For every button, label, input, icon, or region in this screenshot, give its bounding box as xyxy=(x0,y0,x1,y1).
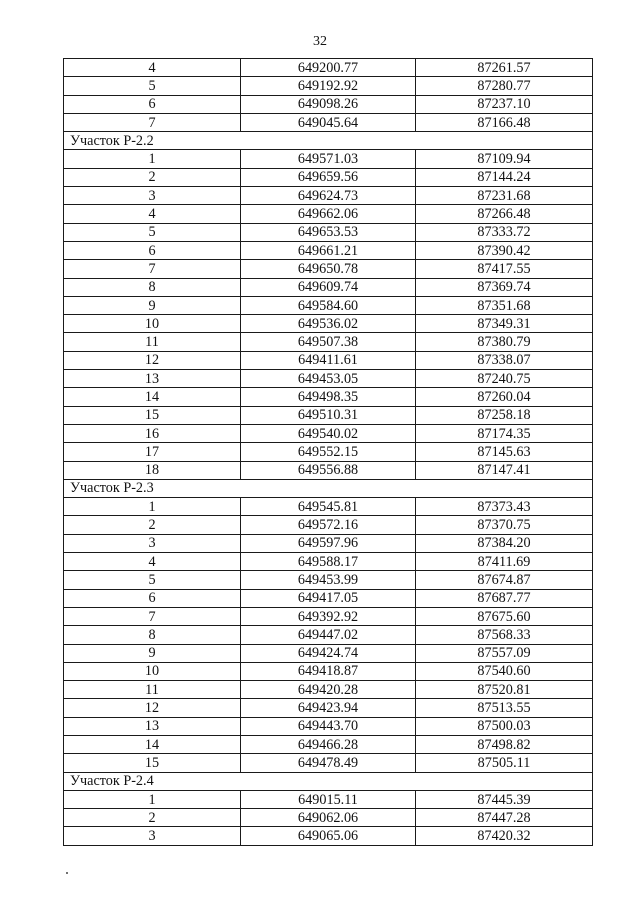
x-coordinate-cell: 649045.64 xyxy=(241,113,416,131)
y-coordinate-cell: 87380.79 xyxy=(416,333,593,351)
table-row xyxy=(64,516,593,534)
y-coordinate-cell: 87411.69 xyxy=(416,553,593,571)
table-row xyxy=(64,315,593,333)
y-coordinate-cell: 87513.55 xyxy=(416,699,593,717)
point-number-cell: 1 xyxy=(64,498,241,516)
coordinates-table-body xyxy=(64,59,593,846)
point-number-cell: 12 xyxy=(64,699,241,717)
point-number-cell: 7 xyxy=(64,113,241,131)
point-number-cell: 7 xyxy=(64,260,241,278)
table-row xyxy=(64,534,593,552)
table-row xyxy=(64,150,593,168)
y-coordinate-cell: 87557.09 xyxy=(416,644,593,662)
y-coordinate-cell: 87333.72 xyxy=(416,223,593,241)
x-coordinate-cell: 649545.81 xyxy=(241,498,416,516)
x-coordinate-cell: 649498.35 xyxy=(241,388,416,406)
y-coordinate-cell: 87349.31 xyxy=(416,315,593,333)
y-coordinate-cell: 87166.48 xyxy=(416,113,593,131)
x-coordinate-cell: 649572.16 xyxy=(241,516,416,534)
point-number-cell: 1 xyxy=(64,150,241,168)
table-row xyxy=(64,790,593,808)
table-row xyxy=(64,223,593,241)
x-coordinate-cell: 649423.94 xyxy=(241,699,416,717)
point-number-cell: 8 xyxy=(64,278,241,296)
point-number-cell: 14 xyxy=(64,735,241,753)
table-row xyxy=(64,168,593,186)
x-coordinate-cell: 649417.05 xyxy=(241,589,416,607)
table-row xyxy=(64,589,593,607)
x-coordinate-cell: 649424.74 xyxy=(241,644,416,662)
point-number-cell: 5 xyxy=(64,223,241,241)
point-number-cell: 17 xyxy=(64,443,241,461)
table-row xyxy=(64,809,593,827)
table-row xyxy=(64,77,593,95)
x-coordinate-cell: 649556.88 xyxy=(241,461,416,479)
point-number-cell: 10 xyxy=(64,662,241,680)
y-coordinate-cell: 87505.11 xyxy=(416,754,593,772)
x-coordinate-cell: 649588.17 xyxy=(241,553,416,571)
y-coordinate-cell: 87109.94 xyxy=(416,150,593,168)
table-row xyxy=(64,626,593,644)
y-coordinate-cell: 87260.04 xyxy=(416,388,593,406)
x-coordinate-cell: 649200.77 xyxy=(241,59,416,77)
y-coordinate-cell: 87687.77 xyxy=(416,589,593,607)
table-row xyxy=(64,424,593,442)
table-row xyxy=(64,498,593,516)
y-coordinate-cell: 87498.82 xyxy=(416,735,593,753)
y-coordinate-cell: 87231.68 xyxy=(416,187,593,205)
point-number-cell: 18 xyxy=(64,461,241,479)
point-number-cell: 11 xyxy=(64,333,241,351)
x-coordinate-cell: 649650.78 xyxy=(241,260,416,278)
section-title: Участок Р-2.2 xyxy=(64,132,593,150)
table-row xyxy=(64,278,593,296)
point-number-cell: 4 xyxy=(64,553,241,571)
y-coordinate-cell: 87420.32 xyxy=(416,827,593,845)
point-number-cell: 13 xyxy=(64,370,241,388)
x-coordinate-cell: 649192.92 xyxy=(241,77,416,95)
point-number-cell: 15 xyxy=(64,406,241,424)
table-row xyxy=(64,443,593,461)
y-coordinate-cell: 87568.33 xyxy=(416,626,593,644)
table-row xyxy=(64,717,593,735)
point-number-cell: 2 xyxy=(64,516,241,534)
table-row xyxy=(64,754,593,772)
table-row xyxy=(64,571,593,589)
x-coordinate-cell: 649453.05 xyxy=(241,370,416,388)
point-number-cell: 2 xyxy=(64,168,241,186)
coordinates-table xyxy=(63,58,593,846)
y-coordinate-cell: 87674.87 xyxy=(416,571,593,589)
scan-speck xyxy=(66,872,68,874)
table-row xyxy=(64,735,593,753)
y-coordinate-cell: 87147.41 xyxy=(416,461,593,479)
table-row xyxy=(64,553,593,571)
page-number: 32 xyxy=(313,34,327,49)
y-coordinate-cell: 87370.75 xyxy=(416,516,593,534)
point-number-cell: 9 xyxy=(64,296,241,314)
point-number-cell: 1 xyxy=(64,790,241,808)
point-number-cell: 11 xyxy=(64,681,241,699)
x-coordinate-cell: 649065.06 xyxy=(241,827,416,845)
point-number-cell: 6 xyxy=(64,589,241,607)
x-coordinate-cell: 649624.73 xyxy=(241,187,416,205)
x-coordinate-cell: 649453.99 xyxy=(241,571,416,589)
table-row xyxy=(64,113,593,131)
x-coordinate-cell: 649466.28 xyxy=(241,735,416,753)
section-header-row xyxy=(64,772,593,790)
y-coordinate-cell: 87174.35 xyxy=(416,424,593,442)
y-coordinate-cell: 87373.43 xyxy=(416,498,593,516)
point-number-cell: 8 xyxy=(64,626,241,644)
x-coordinate-cell: 649015.11 xyxy=(241,790,416,808)
point-number-cell: 5 xyxy=(64,571,241,589)
table-row xyxy=(64,644,593,662)
section-header-row xyxy=(64,479,593,497)
y-coordinate-cell: 87447.28 xyxy=(416,809,593,827)
y-coordinate-cell: 87261.57 xyxy=(416,59,593,77)
point-number-cell: 12 xyxy=(64,351,241,369)
table-row xyxy=(64,205,593,223)
x-coordinate-cell: 649584.60 xyxy=(241,296,416,314)
table-row xyxy=(64,59,593,77)
point-number-cell: 10 xyxy=(64,315,241,333)
y-coordinate-cell: 87540.60 xyxy=(416,662,593,680)
table-row xyxy=(64,296,593,314)
point-number-cell: 6 xyxy=(64,241,241,259)
table-row xyxy=(64,388,593,406)
point-number-cell: 3 xyxy=(64,187,241,205)
point-number-cell: 9 xyxy=(64,644,241,662)
table-row xyxy=(64,699,593,717)
x-coordinate-cell: 649536.02 xyxy=(241,315,416,333)
x-coordinate-cell: 649552.15 xyxy=(241,443,416,461)
section-title: Участок Р-2.4 xyxy=(64,772,593,790)
point-number-cell: 15 xyxy=(64,754,241,772)
table-row xyxy=(64,681,593,699)
x-coordinate-cell: 649418.87 xyxy=(241,662,416,680)
table-row xyxy=(64,662,593,680)
table-row xyxy=(64,95,593,113)
y-coordinate-cell: 87417.55 xyxy=(416,260,593,278)
table-row xyxy=(64,351,593,369)
y-coordinate-cell: 87240.75 xyxy=(416,370,593,388)
y-coordinate-cell: 87237.10 xyxy=(416,95,593,113)
y-coordinate-cell: 87351.68 xyxy=(416,296,593,314)
point-number-cell: 14 xyxy=(64,388,241,406)
y-coordinate-cell: 87520.81 xyxy=(416,681,593,699)
table-row xyxy=(64,607,593,625)
x-coordinate-cell: 649420.28 xyxy=(241,681,416,699)
x-coordinate-cell: 649571.03 xyxy=(241,150,416,168)
point-number-cell: 4 xyxy=(64,205,241,223)
table-row xyxy=(64,370,593,388)
y-coordinate-cell: 87675.60 xyxy=(416,607,593,625)
x-coordinate-cell: 649659.56 xyxy=(241,168,416,186)
table-row xyxy=(64,187,593,205)
table-row xyxy=(64,406,593,424)
y-coordinate-cell: 87390.42 xyxy=(416,241,593,259)
x-coordinate-cell: 649392.92 xyxy=(241,607,416,625)
x-coordinate-cell: 649447.02 xyxy=(241,626,416,644)
x-coordinate-cell: 649411.61 xyxy=(241,351,416,369)
x-coordinate-cell: 649510.31 xyxy=(241,406,416,424)
y-coordinate-cell: 87369.74 xyxy=(416,278,593,296)
point-number-cell: 3 xyxy=(64,827,241,845)
y-coordinate-cell: 87280.77 xyxy=(416,77,593,95)
table-row xyxy=(64,827,593,845)
y-coordinate-cell: 87144.24 xyxy=(416,168,593,186)
point-number-cell: 16 xyxy=(64,424,241,442)
y-coordinate-cell: 87258.18 xyxy=(416,406,593,424)
x-coordinate-cell: 649540.02 xyxy=(241,424,416,442)
section-header-row xyxy=(64,132,593,150)
x-coordinate-cell: 649597.96 xyxy=(241,534,416,552)
table-row xyxy=(64,241,593,259)
y-coordinate-cell: 87445.39 xyxy=(416,790,593,808)
point-number-cell: 7 xyxy=(64,607,241,625)
x-coordinate-cell: 649653.53 xyxy=(241,223,416,241)
y-coordinate-cell: 87266.48 xyxy=(416,205,593,223)
y-coordinate-cell: 87338.07 xyxy=(416,351,593,369)
x-coordinate-cell: 649661.21 xyxy=(241,241,416,259)
point-number-cell: 6 xyxy=(64,95,241,113)
x-coordinate-cell: 649662.06 xyxy=(241,205,416,223)
point-number-cell: 13 xyxy=(64,717,241,735)
point-number-cell: 2 xyxy=(64,809,241,827)
y-coordinate-cell: 87384.20 xyxy=(416,534,593,552)
x-coordinate-cell: 649062.06 xyxy=(241,809,416,827)
point-number-cell: 5 xyxy=(64,77,241,95)
x-coordinate-cell: 649478.49 xyxy=(241,754,416,772)
x-coordinate-cell: 649507.38 xyxy=(241,333,416,351)
table-row xyxy=(64,333,593,351)
x-coordinate-cell: 649098.26 xyxy=(241,95,416,113)
table-row xyxy=(64,260,593,278)
section-title: Участок Р-2.3 xyxy=(64,479,593,497)
point-number-cell: 4 xyxy=(64,59,241,77)
table-row xyxy=(64,461,593,479)
x-coordinate-cell: 649443.70 xyxy=(241,717,416,735)
y-coordinate-cell: 87500.03 xyxy=(416,717,593,735)
y-coordinate-cell: 87145.63 xyxy=(416,443,593,461)
x-coordinate-cell: 649609.74 xyxy=(241,278,416,296)
point-number-cell: 3 xyxy=(64,534,241,552)
